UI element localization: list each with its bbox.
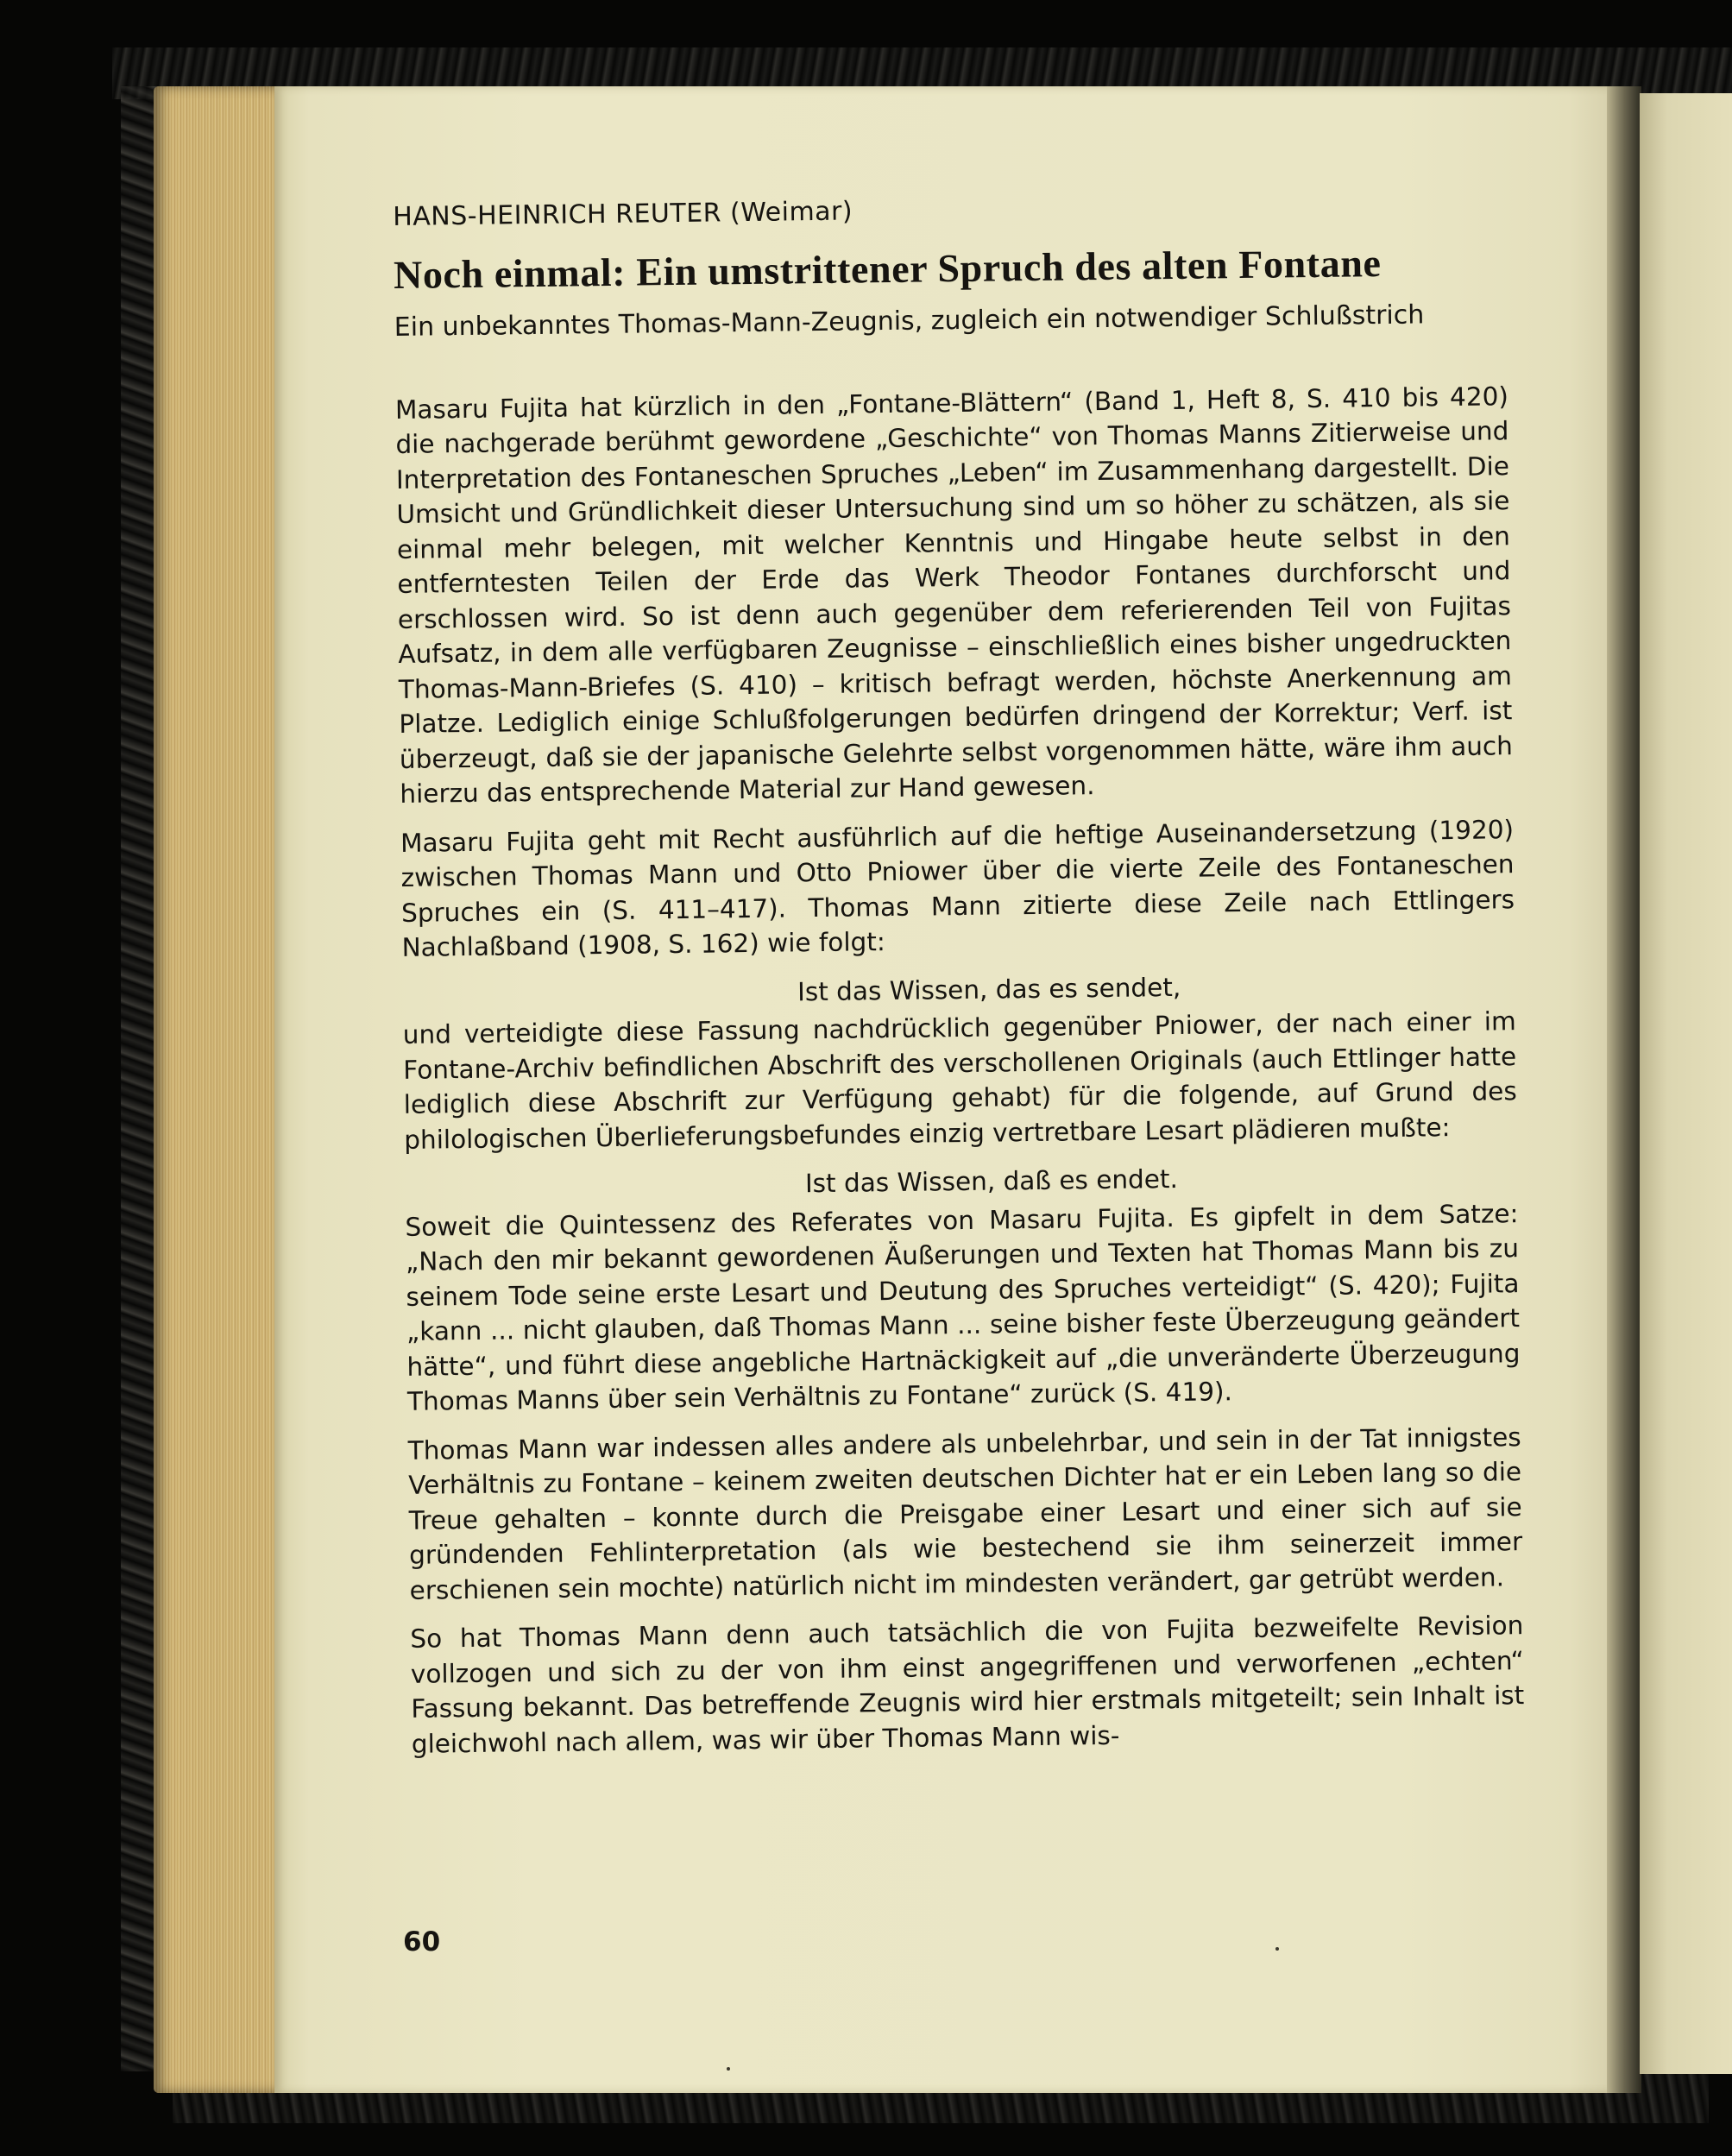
book-gutter [1607, 86, 1641, 2093]
paper-speck [727, 2067, 730, 2071]
article-subtitle: Ein unbekanntes Thomas-Mann-Zeugnis, zugleich ein notwendiger Schlußstrich [394, 299, 1425, 343]
page-number: 60 [403, 1926, 441, 1957]
paragraph-6: So hat Thomas Mann denn auch tatsächlich die von Fujita bezweifelte Revision vollzogen und sich zu der von ihm einst angegriffenen und verworfenen „echten“ Fassung bekannt. Das betreffende Zeugnis wird hier erstmals mitgeteilt; sein Inhalt ist gleichwohl nach allem, was wir über Thomas Mann wis- [410, 1611, 1525, 1759]
paragraph-3: und verteidigte diese Fassung nachdrücklich gegenüber Pniower, der nach einer im Fontane-Archiv befindlichen Abschrift des verschollenen Originals (auch Ettlinger hatte lediglich diese Abschrift zur Verfügung gehabt) für die folgende, auf Grund des philologischen Überlieferungsbefundes einzig vertretbare Lesart plädieren mußte: [402, 1006, 1517, 1155]
facing-page-edge [1640, 93, 1732, 2074]
verse-quote-1: Ist das Wissen, das es sendet, [797, 972, 1181, 1007]
article-body [393, 186, 1525, 1775]
article-author: HANS-HEINRICH REUTER (Weimar) [393, 196, 853, 232]
paragraph-5: Thomas Mann war indessen alles andere als unbelehrbar, und sein in der Tat innigstes Verhältnis zu Fontane – keinem zweiten deutschen Dichter hat er ein Leben lang so die Treue gehalten – konnte durch die Preisgabe einer Lesart und einer sich auf sie gründenden Fehlinterpretation (als wie bestechend sie ihm seinerzeit immer erschienen sein mochte) natürlich nicht im mindesten verändert, gar getrübt werden. [407, 1422, 1523, 1605]
paragraph-1: Masaru Fujita hat kürzlich in den „Fontane-Blättern“ (Band 1, Heft 8, S. 410 bis 420) die nachgerade berühmt gewordene „Geschichte“ von Thomas Manns Zitierweise und Interpretation des Fontaneschen Spruches „Leben“ im Zusammenhang dargestellt. Die Umsicht und Gründlichkeit dieser Untersuchung sind um so höher zu schätzen, als sie einmal mehr belegen, mit welcher Kenntnis und Hingabe heute selbst in den entferntesten Teilen der Erde das Werk Theodor Fontanes durchforscht und erschlossen wird. So ist denn auch gegenüber dem referierenden Teil von Fujitas Aufsatz, in dem alle verfügbaren Zeugnisse – einschließlich eines bisher ungedruckten Thomas-Mann-Briefes (S. 410) – kritisch befragt werden, höchste Anerkennung am Platze. Lediglich einige Schlußfolgerungen bedürfen dringend der Korrektur; Verf. ist überzeugt, daß sie der japanische Gelehrte selbst vorgenommen hätte, wäre ihm auch hierzu das entsprechende Material zur Hand gewesen. [394, 381, 1514, 810]
article-title: Noch einmal: Ein umstrittener Spruch des alten Fontane [393, 241, 1382, 297]
verse-quote-2: Ist das Wissen, daß es endet. [804, 1164, 1179, 1199]
paper-speck [1275, 1947, 1279, 1951]
paragraph-2: Masaru Fujita geht mit Recht ausführlich auf die heftige Auseinandersetzung (1920) zwischen Thomas Mann und Otto Pniower über die vierte Zeile des Fontaneschen Spruches ein (S. 411–417). Thomas Mann zitierte diese Zeile nach Ettlingers Nachlaßband (1908, S. 162) wie folgt: [400, 815, 1515, 963]
paragraph-4: Soweit die Quintessenz des Referates von Masaru Fujita. Es gipfelt in dem Satze: „Nach den mir bekannt gewordenen Äußerungen und Texten hat Thomas Mann bis zu seinem Tode seine erste Lesart und Deutung des Spruches verteidigt“ (S. 420); Fujita „kann ... nicht glauben, daß Thomas Mann ... seine bisher feste Überzeugung geändert hätte“, und führt diese angebliche Hartnäckigkeit auf „die unveränderte Überzeugung Thomas Manns über sein Verhältnis zu Fontane“ zurück (S. 419). [405, 1199, 1521, 1417]
